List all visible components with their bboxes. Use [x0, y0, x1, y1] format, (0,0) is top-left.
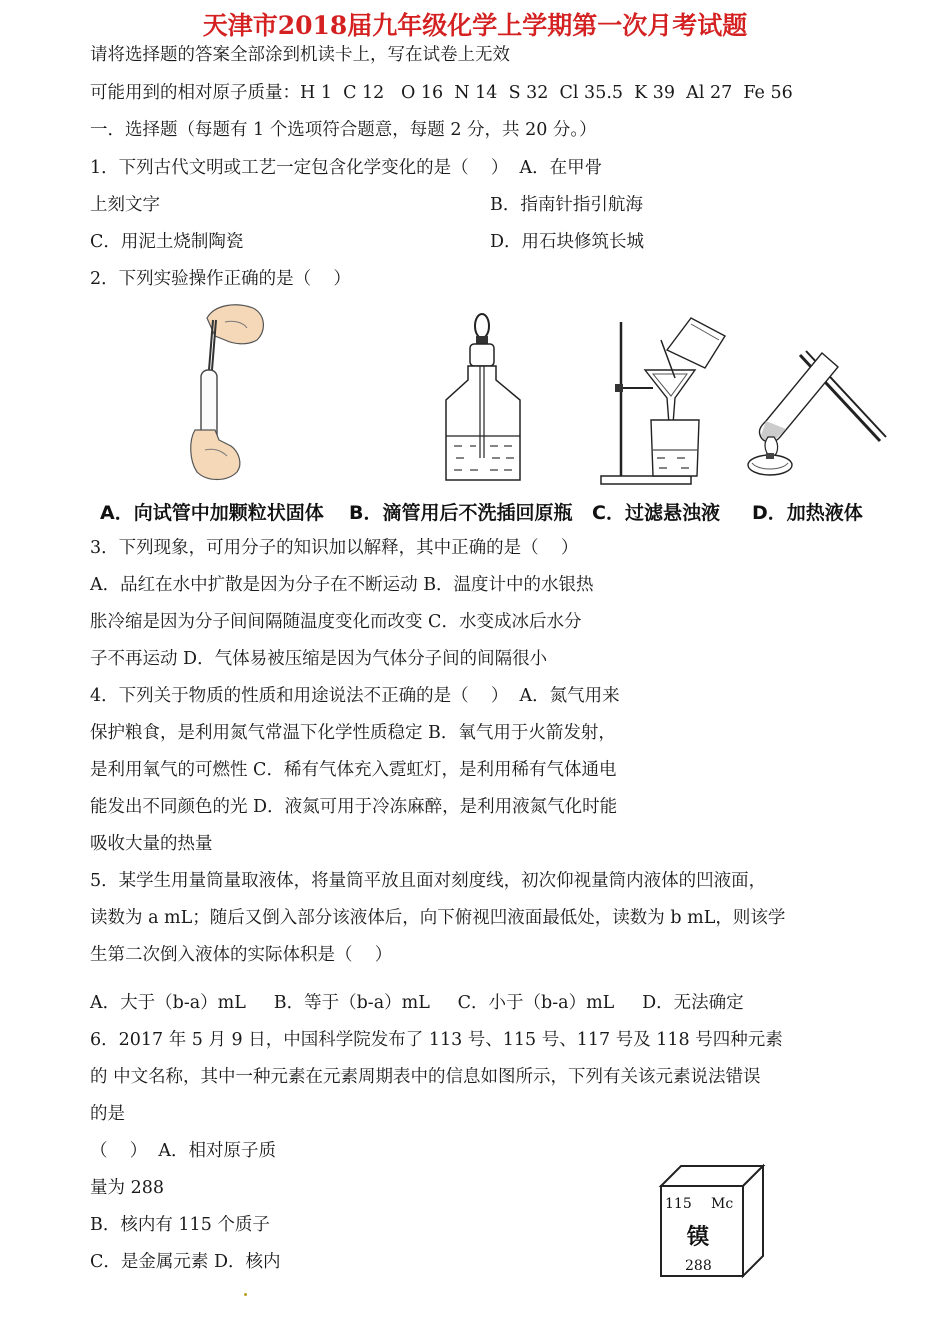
- q6-line7: C．是金属元素 D．核内: [90, 1252, 281, 1272]
- q3-line3: 胀冷缩是因为分子间间隔随温度变化而改变 C．水变成冰后水分: [90, 612, 582, 632]
- q4-line5: 吸收大量的热量: [90, 834, 213, 854]
- q4-line4: 能发出不同颜色的光 D．液氮可用于冷冻麻醉，是利用液氮气化时能: [90, 797, 618, 817]
- figure-a-caption: A．向试管中加颗粒状固体: [100, 502, 324, 524]
- element-symbol: Mc: [711, 1196, 734, 1212]
- element-name: 镆: [687, 1225, 710, 1250]
- atomic-masses: 可能用到的相对原子质量：H 1 C 12 O 16 N 14 S 32 Cl 35.5 K 39 Al 27 Fe 56: [90, 83, 793, 103]
- q1-option-d: D．用石块修筑长城: [490, 232, 645, 252]
- q3-line2: A．品红在水中扩散是因为分子在不断运动 B．温度计中的水银热: [90, 575, 594, 595]
- q6-line1: 6．2017 年 5 月 9 日，中国科学院发布了 113 号、115 号、117 号及 118 号四种元素: [90, 1030, 783, 1050]
- q5-line2: 读数为 a mL；随后又倒入部分该液体后，向下俯视凹液面最低处，读数为 b mL，则该学: [90, 908, 786, 928]
- q4-line2: 保护粮食，是利用氮气常温下化学性质稳定 B．氧气用于火箭发射，: [90, 723, 616, 743]
- q2-stem: 2．下列实验操作正确的是（ ）: [90, 269, 351, 289]
- q6-line6: B．核内有 115 个质子: [90, 1215, 270, 1235]
- q3-line4: 子不再运动 D．气体易被压缩是因为气体分子间的间隔很小: [90, 649, 548, 669]
- figure-b-caption: B．滴管用后不洗插回原瓶: [349, 502, 573, 524]
- q3-line1: 3．下列现象，可用分子的知识加以解释，其中正确的是（ ）: [90, 538, 579, 558]
- element-number: 115: [665, 1196, 692, 1212]
- q5-line3: 生第二次倒入液体的实际体积是（ ）: [90, 945, 393, 965]
- element-mass: 288: [685, 1258, 712, 1274]
- stray-mark: [244, 1293, 247, 1296]
- q1-line1: 1．下列古代文明或工艺一定包含化学变化的是（ ） A．在甲骨: [90, 158, 603, 178]
- q1-option-b: B．指南针指引航海: [490, 195, 643, 215]
- q6-line4: （ ） A．相对原子质: [90, 1141, 277, 1161]
- q6-line5: 量为 288: [90, 1178, 164, 1198]
- page-title: 天津市2018届九年级化学上学期第一次月考试题: [202, 11, 748, 40]
- q4-line1: 4．下列关于物质的性质和用途说法不正确的是（ ） A．氮气用来: [90, 686, 620, 706]
- q5-options: A．大于（b-a）mL B．等于（b-a）mL C．小于（b-a）mL D．无法确定: [90, 993, 744, 1013]
- answer-notice: 请将选择题的答案全部涂到机读卡上，写在试卷上无效: [90, 45, 510, 65]
- q1-line2a: 上刻文字: [90, 195, 160, 215]
- q5-line1: 5．某学生用量筒量取液体，将量筒平放且面对刻度线，初次仰视量筒内液体的凹液面，: [90, 871, 767, 891]
- figure-a-test-tube-solid: [185, 300, 275, 485]
- q1-option-c: C．用泥土烧制陶瓷: [90, 232, 244, 252]
- section-heading: 一．选择题（每题有 1 个选项符合题意，每题 2 分，共 20 分。）: [90, 120, 597, 140]
- figure-d-caption: D．加热液体: [752, 502, 863, 524]
- figure-c-caption: C．过滤悬浊液: [592, 502, 720, 524]
- figure-b-dropper-bottle: [440, 308, 530, 488]
- q6-line2: 的 中文名称，其中一种元素在元素周期表中的信息如图所示，下列有关该元素说法错误: [90, 1067, 761, 1087]
- figure-c-filtration: [595, 312, 735, 487]
- figure-d-heating-liquid: [740, 345, 890, 480]
- q6-line3: 的是: [90, 1104, 125, 1124]
- q4-line3: 是利用氧气的可燃性 C．稀有气体充入霓虹灯，是利用稀有气体通电: [90, 760, 617, 780]
- element-card-cube: [655, 1160, 770, 1280]
